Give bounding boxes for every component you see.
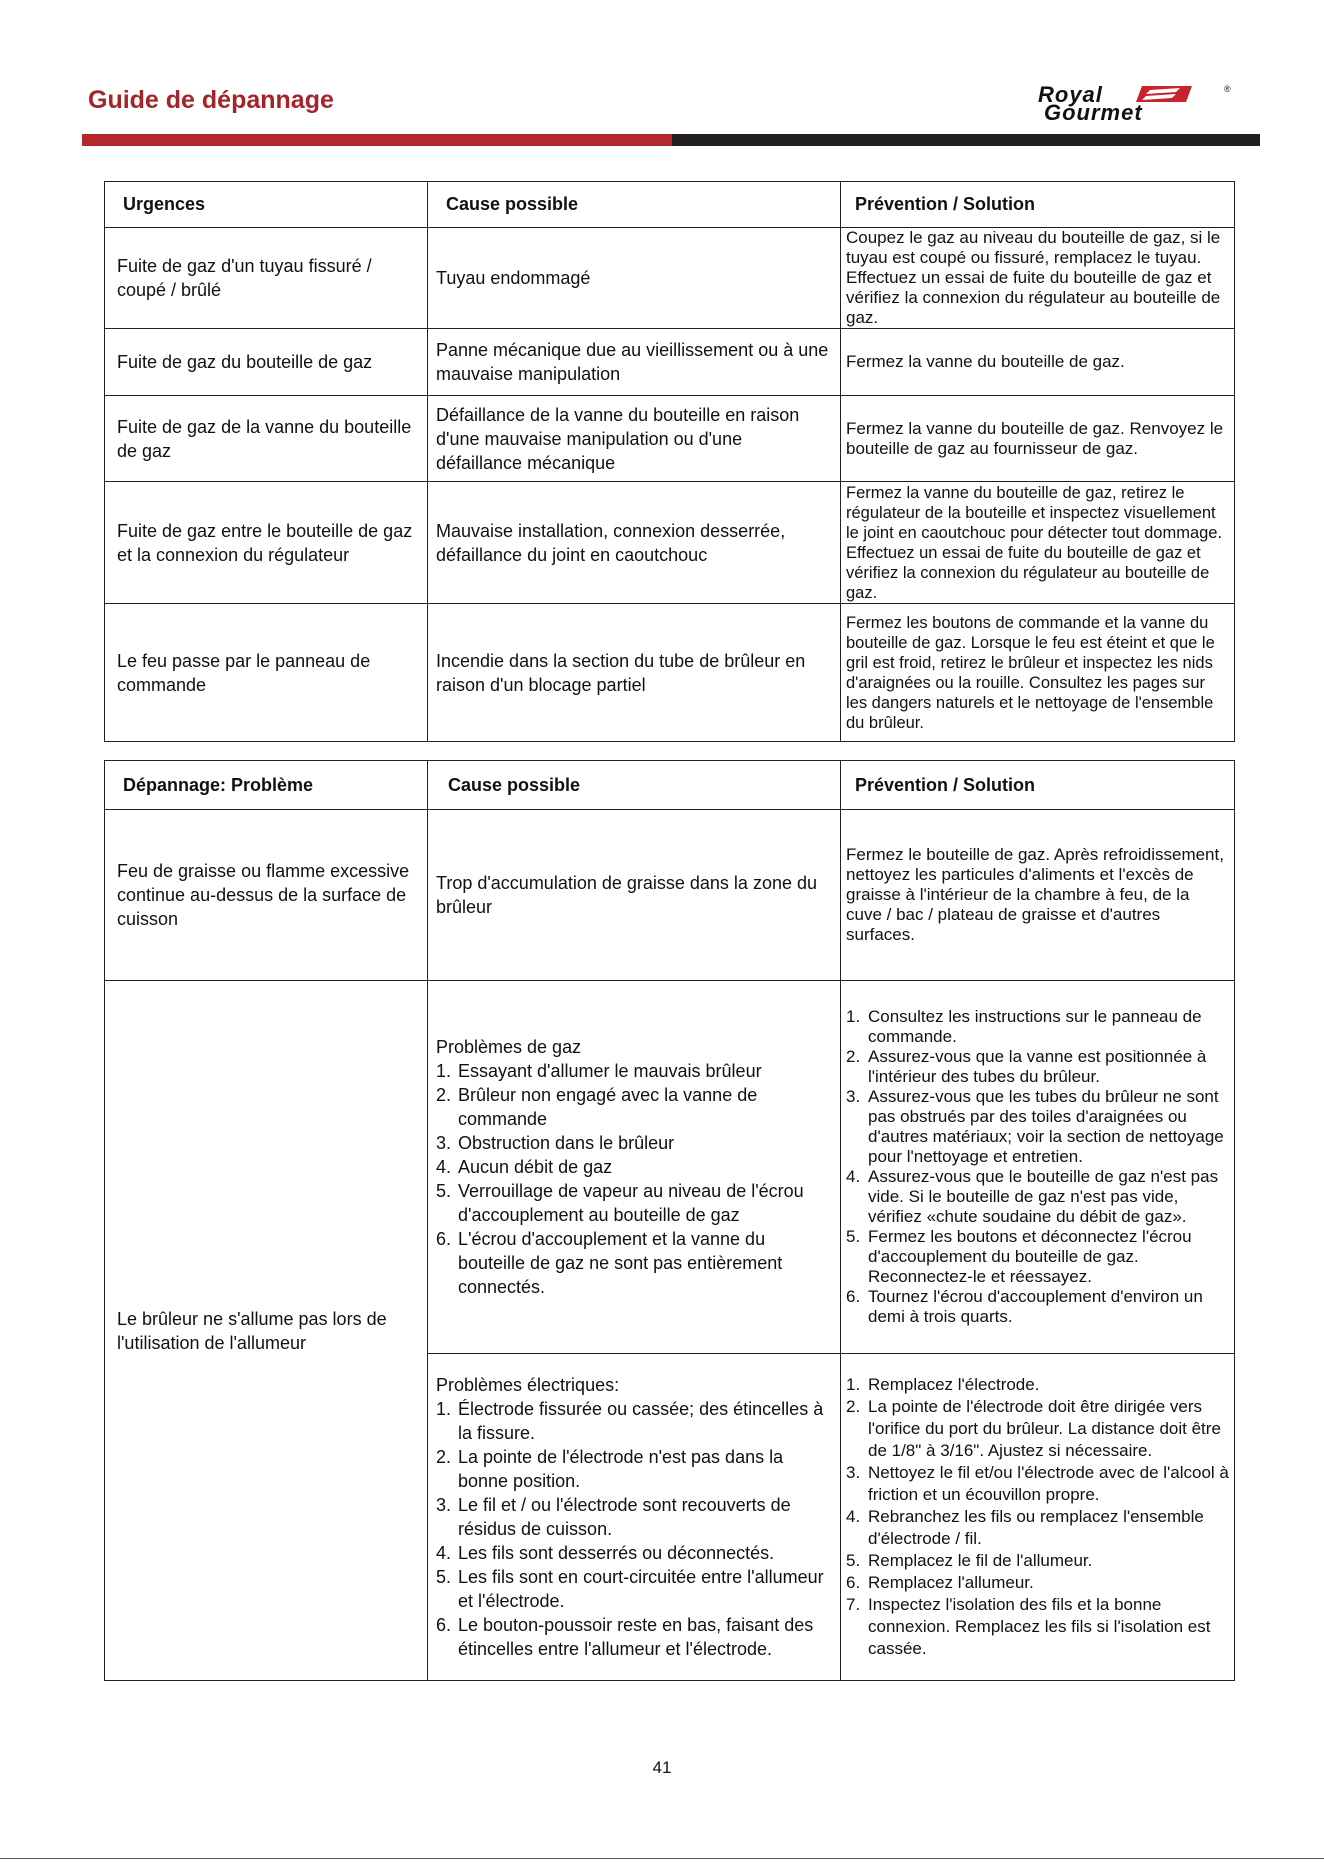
list-item-number: 6. [846,1287,861,1306]
page-title: Guide de dépannage [88,86,334,114]
cause-cell: Mauvaise installation, connexion desserrée, défaillance du joint en caoutchouc [428,482,841,604]
issue-cell: Le feu passe par le panneau de commande [105,604,428,742]
emergencies-table [104,181,1235,742]
list-item-text: Verrouillage de vapeur au niveau de l'écrou d'accouplement au bouteille de gaz [458,1181,804,1225]
list-item-text: Obstruction dans le brûleur [458,1133,675,1153]
list-item-text: Aucun débit de gaz [458,1157,613,1177]
list-item [436,1397,832,1445]
issue-cell: Fuite de gaz d'un tuyau fissuré / coupé / brûlé [105,228,428,329]
electric-solution-cell [841,1354,1235,1681]
list-item-text: Le fil et / ou l'électrode sont recouverts de résidus de cuisson. [458,1495,791,1539]
table-row [105,981,1235,1354]
list-item-number: 6. [436,1615,452,1635]
list-item [846,1572,1230,1594]
list-item-number: 2. [846,1397,861,1416]
table-row [105,228,1235,329]
list-item [436,1613,832,1661]
list-item-text: Les fils sont en court-circuitée entre l'allumeur et l'électrode. [458,1567,824,1611]
list-item-text: La pointe de l'électrode doit être dirigée vers l'orifice du port du brûleur. La distance doit être de 1/8" à 3/16". Ajustez si nécessaire. [868,1397,1221,1460]
electric-solutions-list [846,1374,1230,1660]
list-item [846,1167,1230,1227]
list-item-number: 4. [436,1543,452,1563]
list-item [846,1396,1230,1462]
table-header-row [105,182,1235,228]
list-item-number: 3. [436,1133,452,1153]
solution-cell: Fermez les boutons de commande et la vanne du bouteille de gaz. Lorsque le feu est éteint et que le gril est froid, retirez le brûleur et inspectez les nids d'araignées ou la rouille. Consultez les pages sur les dangers naturels et le nettoyage de l'ensemble du brûleur. [841,604,1235,742]
column-header: Prévention / Solution [841,761,1235,810]
column-header: Cause possible [428,182,841,228]
list-item-text: Remplacez le fil de l'allumeur. [868,1551,1093,1570]
solution-cell: Coupez le gaz au niveau du bouteille de gaz, si le tuyau est coupé ou fissuré, remplacez le tuyau. Effectuez un essai de fuite du bouteille de gaz et vérifiez la connexion du régulateur au bouteille de gaz. [841,228,1235,329]
list-item [846,1087,1230,1167]
list-item-number: 3. [436,1495,452,1515]
solution-cell: Fermez la vanne du bouteille de gaz, retirez le régulateur de la bouteille et inspectez visuellement le joint en caoutchouc pour détecter tout dommage. Effectuez un essai de fuite du bouteille de gaz et vérifiez la connexion du régulateur au bouteille de gaz. [841,482,1235,604]
list-item-text: Rebranchez les fils ou remplacez l'ensemble d'électrode / fil. [868,1507,1204,1548]
list-item-number: 4. [846,1167,861,1186]
column-header: Urgences [105,182,428,228]
gas-solutions-list [846,1007,1230,1327]
gas-cause-cell [428,981,841,1354]
brand-logo [1034,82,1234,124]
column-header: Cause possible [428,761,841,810]
list-item [436,1059,832,1083]
header-bar-red [82,134,672,146]
list-item [846,1227,1230,1287]
solution-cell: Fermez le bouteille de gaz. Après refroidissement, nettoyez les particules d'aliments et l'excès de graisse à l'intérieur de la chambre à feu, de la cuve / bac / plateau de graisse et d'autres surfaces. [841,810,1235,981]
list-item [436,1445,832,1493]
table-row [105,604,1235,742]
table-row [105,482,1235,604]
list-item-text: Tournez l'écrou d'accouplement d'environ un demi à trois quarts. [868,1287,1203,1326]
list-item [436,1541,832,1565]
list-item-text: Électrode fissurée ou cassée; des étincelles à la fissure. [458,1399,824,1443]
cause-cell: Panne mécanique due au vieillissement ou à une mauvaise manipulation [428,329,841,396]
list-item [846,1007,1230,1047]
list-item-number: 2. [436,1447,452,1467]
list-item-text: L'écrou d'accouplement et la vanne du bouteille de gaz ne sont pas entièrement connectés. [458,1229,783,1297]
list-item-number: 2. [846,1047,861,1066]
list-item-number: 6. [436,1229,452,1249]
list-item-number: 1. [846,1007,861,1026]
table-row [105,329,1235,396]
list-item-text: Les fils sont desserrés ou déconnectés. [458,1543,775,1563]
list-item-number: 3. [846,1087,861,1106]
list-item-number: 4. [436,1157,452,1177]
brand-logo-line1: Royal [1038,82,1103,107]
list-item [436,1083,832,1131]
cause-cell: Incendie dans la section du tube de brûleur en raison d'un blocage partiel [428,604,841,742]
table-row [105,810,1235,981]
list-item [436,1179,832,1227]
solution-cell: Fermez la vanne du bouteille de gaz. [841,329,1235,396]
list-item [846,1594,1230,1660]
list-item-text: Remplacez l'allumeur. [868,1573,1034,1592]
list-item [846,1047,1230,1087]
list-item [436,1565,832,1613]
cause-cell: Défaillance de la vanne du bouteille en raison d'une mauvaise manipulation ou d'une défaillance mécanique [428,396,841,482]
list-item [846,1374,1230,1396]
issue-cell: Fuite de gaz de la vanne du bouteille de gaz [105,396,428,482]
list-item-text: Le bouton-poussoir reste en bas, faisant des étincelles entre l'allumeur et l'électrode. [458,1615,814,1659]
list-item-text: Remplacez l'électrode. [868,1375,1040,1394]
header-bar-dark [672,134,1260,146]
list-item-text: Assurez-vous que les tubes du brûleur ne sont pas obstrués par des toiles d'araignées ou d'autres matériaux; voir la section de nettoyage pour l'nettoyage et entretien. [868,1087,1224,1166]
table-row [105,396,1235,482]
list-item-number: 5. [436,1567,452,1587]
issue-cell: Fuite de gaz entre le bouteille de gaz et la connexion du régulateur [105,482,428,604]
list-item-text: Brûleur non engagé avec la vanne de commande [458,1085,758,1129]
list-item-number: 1. [436,1399,452,1419]
list-item-number: 6. [846,1573,861,1592]
column-header: Dépannage: Problème [105,761,428,810]
list-item-number: 3. [846,1463,861,1482]
list-item-number: 1. [436,1061,452,1081]
issue-cell: Feu de graisse ou flamme excessive continue au-dessus de la surface de cuisson [105,810,428,981]
list-item-number: 1. [846,1375,861,1394]
electric-cause-cell [428,1354,841,1681]
list-item-number: 4. [846,1507,861,1526]
list-item [436,1155,832,1179]
list-item-number: 5. [846,1551,861,1570]
page-number: 41 [652,1758,672,1777]
solution-cell: Fermez la vanne du bouteille de gaz. Renvoyez le bouteille de gaz au fournisseur de gaz. [841,396,1235,482]
column-header: Prévention / Solution [841,182,1235,228]
list-item [436,1227,832,1299]
list-item [846,1287,1230,1327]
bottom-divider [0,1858,1324,1859]
brand-logo-line2: Gourmet [1044,100,1143,125]
list-item-text: Consultez les instructions sur le panneau de commande. [868,1007,1202,1046]
registered-mark: ® [1224,84,1231,94]
list-item [846,1506,1230,1550]
list-item-text: Assurez-vous que la vanne est positionnée à l'intérieur des tubes du brûleur. [868,1047,1207,1086]
list-item-text: Inspectez l'isolation des fils et la bonne connexion. Remplacez les fils si l'isolation est cassée. [868,1595,1211,1658]
list-item [436,1493,832,1541]
issue-cell: Le brûleur ne s'allume pas lors de l'utilisation de l'allumeur [105,981,428,1681]
list-item-text: Assurez-vous que le bouteille de gaz n'est pas vide. Si le bouteille de gaz n'est pas vide, vérifiez «chute soudaine du débit de gaz». [868,1167,1219,1226]
list-item-number: 7. [846,1595,861,1614]
table-header-row [105,761,1235,810]
gas-causes-list [436,1059,832,1299]
list-item [846,1550,1230,1572]
issue-cell: Fuite de gaz du bouteille de gaz [105,329,428,396]
cause-cell: Trop d'accumulation de graisse dans la zone du brûleur [428,810,841,981]
gas-solution-cell [841,981,1235,1354]
cause-cell: Tuyau endommagé [428,228,841,329]
electric-problems-title: Problèmes électriques: [436,1375,620,1395]
list-item-number: 5. [846,1227,861,1246]
list-item [846,1462,1230,1506]
flag-icon [1136,86,1192,102]
troubleshooting-table [104,760,1235,1681]
list-item-text: La pointe de l'électrode n'est pas dans la bonne position. [458,1447,784,1491]
list-item-text: Essayant d'allumer le mauvais brûleur [458,1061,762,1081]
list-item [436,1131,832,1155]
list-item-number: 2. [436,1085,452,1105]
list-item-text: Nettoyez le fil et/ou l'électrode avec de l'alcool à friction et un écouvillon propre. [868,1463,1229,1504]
electric-causes-list [436,1397,832,1661]
list-item-text: Fermez les boutons et déconnectez l'écrou d'accouplement du bouteille de gaz. Reconnectez-le et réessayez. [868,1227,1192,1286]
list-item-number: 5. [436,1181,452,1201]
gas-problems-title: Problèmes de gaz [436,1037,582,1057]
